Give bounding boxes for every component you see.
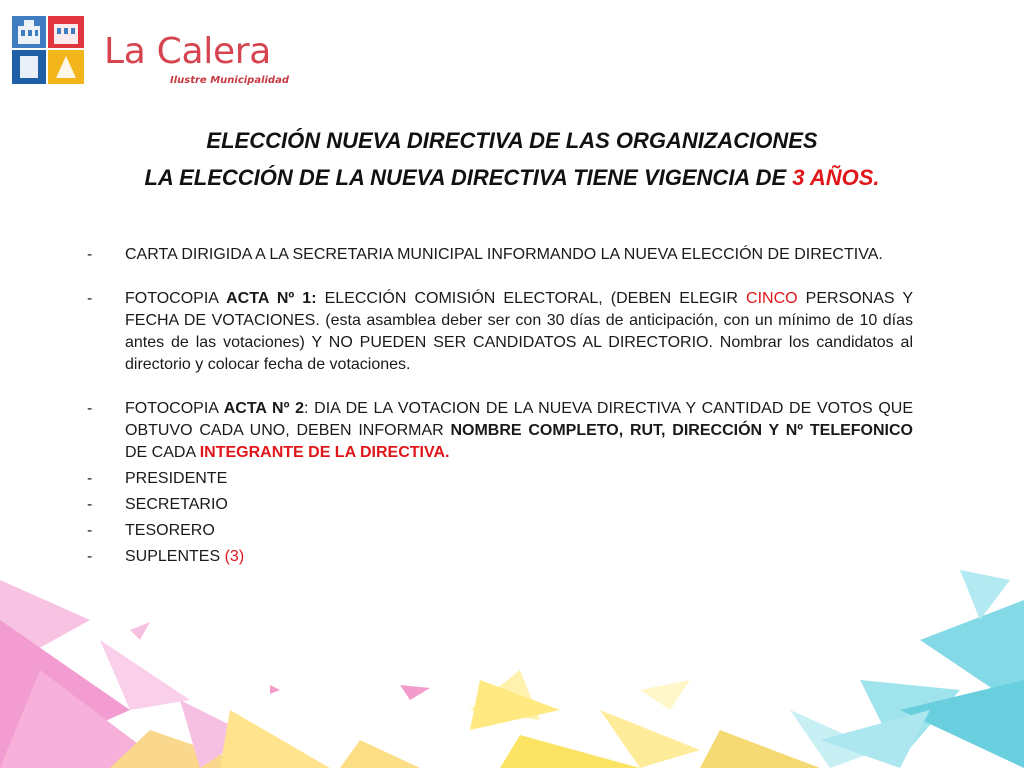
acta1-text: ELECCIÓN COMISIÓN ELECTORAL, (DEBEN ELEGIR bbox=[316, 290, 747, 307]
page-subtitle bbox=[0, 165, 1024, 191]
bullet-dash: - bbox=[87, 496, 93, 513]
role-suplentes: SUPLENTES bbox=[125, 548, 225, 565]
carta-text: CARTA DIRIGIDA A LA SECRETARIA MUNICIPAL INFORMANDO LA NUEVA ELECCIÓN DE DIRECTIVA. bbox=[125, 246, 883, 263]
suplentes-count: (3) bbox=[224, 548, 245, 565]
subtitle-highlight: 3 AÑOS. bbox=[792, 165, 880, 190]
role-presidente: PRESIDENTE bbox=[125, 470, 228, 487]
acta2-text: FOTOCOPIA bbox=[125, 400, 224, 417]
page-title: ELECCIÓN NUEVA DIRECTIVA DE LAS ORGANIZACIONES bbox=[206, 128, 818, 153]
acta2-bold-fields: NOMBRE COMPLETO, RUT, DIRECCIÓN Y Nº TELEFONICO bbox=[450, 422, 913, 439]
acta2-label: ACTA Nº 2 bbox=[223, 400, 305, 417]
logo-subtitle: Ilustre Municipalidad bbox=[170, 75, 289, 86]
acta1-label: ACTA Nº 1: bbox=[226, 290, 317, 307]
bullet-dash: - bbox=[87, 290, 93, 307]
municipality-logo bbox=[10, 12, 290, 88]
acta1-highlight: CINCO bbox=[746, 290, 798, 307]
list-item-presidente bbox=[82, 468, 913, 490]
list-item-acta-2 bbox=[82, 398, 913, 464]
bullet-dash: - bbox=[87, 470, 93, 487]
subtitle-text: LA ELECCIÓN DE LA NUEVA DIRECTIVA TIENE VIGENCIA DE bbox=[144, 165, 793, 190]
decorative-triangles bbox=[0, 560, 1024, 768]
acta1-text: PERSONAS Y FECHA DE VOTACIONES. (esta asamblea deber ser con 30 días de anticipación, con un mínimo de 10 días antes de las votaciones) Y NO PUEDEN SER CANDIDATOS AL DIRECTORIO. Nombrar los candidatos al directorio y colocar fecha de votaciones. bbox=[125, 290, 914, 373]
acta2-text: DE CADA bbox=[125, 444, 200, 461]
bullet-dash: - bbox=[87, 246, 93, 263]
requirements-list bbox=[82, 244, 913, 568]
list-item-acta-1 bbox=[82, 288, 913, 376]
bullet-dash: - bbox=[87, 548, 93, 565]
town-hall-emblem-icon bbox=[10, 12, 86, 86]
acta1-text: FOTOCOPIA bbox=[125, 290, 227, 307]
bullet-dash: - bbox=[87, 522, 93, 539]
logo-title: La Calera bbox=[104, 31, 272, 72]
role-secretario: SECRETARIO bbox=[125, 496, 228, 513]
list-item-secretario bbox=[82, 494, 913, 516]
list-item-carta bbox=[82, 244, 913, 266]
bullet-dash: - bbox=[87, 400, 93, 417]
list-item-tesorero bbox=[82, 520, 913, 542]
role-tesorero: TESORERO bbox=[125, 522, 215, 539]
acta2-highlight: INTEGRANTE DE LA DIRECTIVA. bbox=[199, 444, 450, 461]
acta2-text: : DIA DE LA VOTACION DE LA NUEVA DIRECTIVA Y CANTIDAD DE VOTOS QUE OBTUVO CADA UNO, DEBEN INFORMAR bbox=[125, 400, 914, 439]
